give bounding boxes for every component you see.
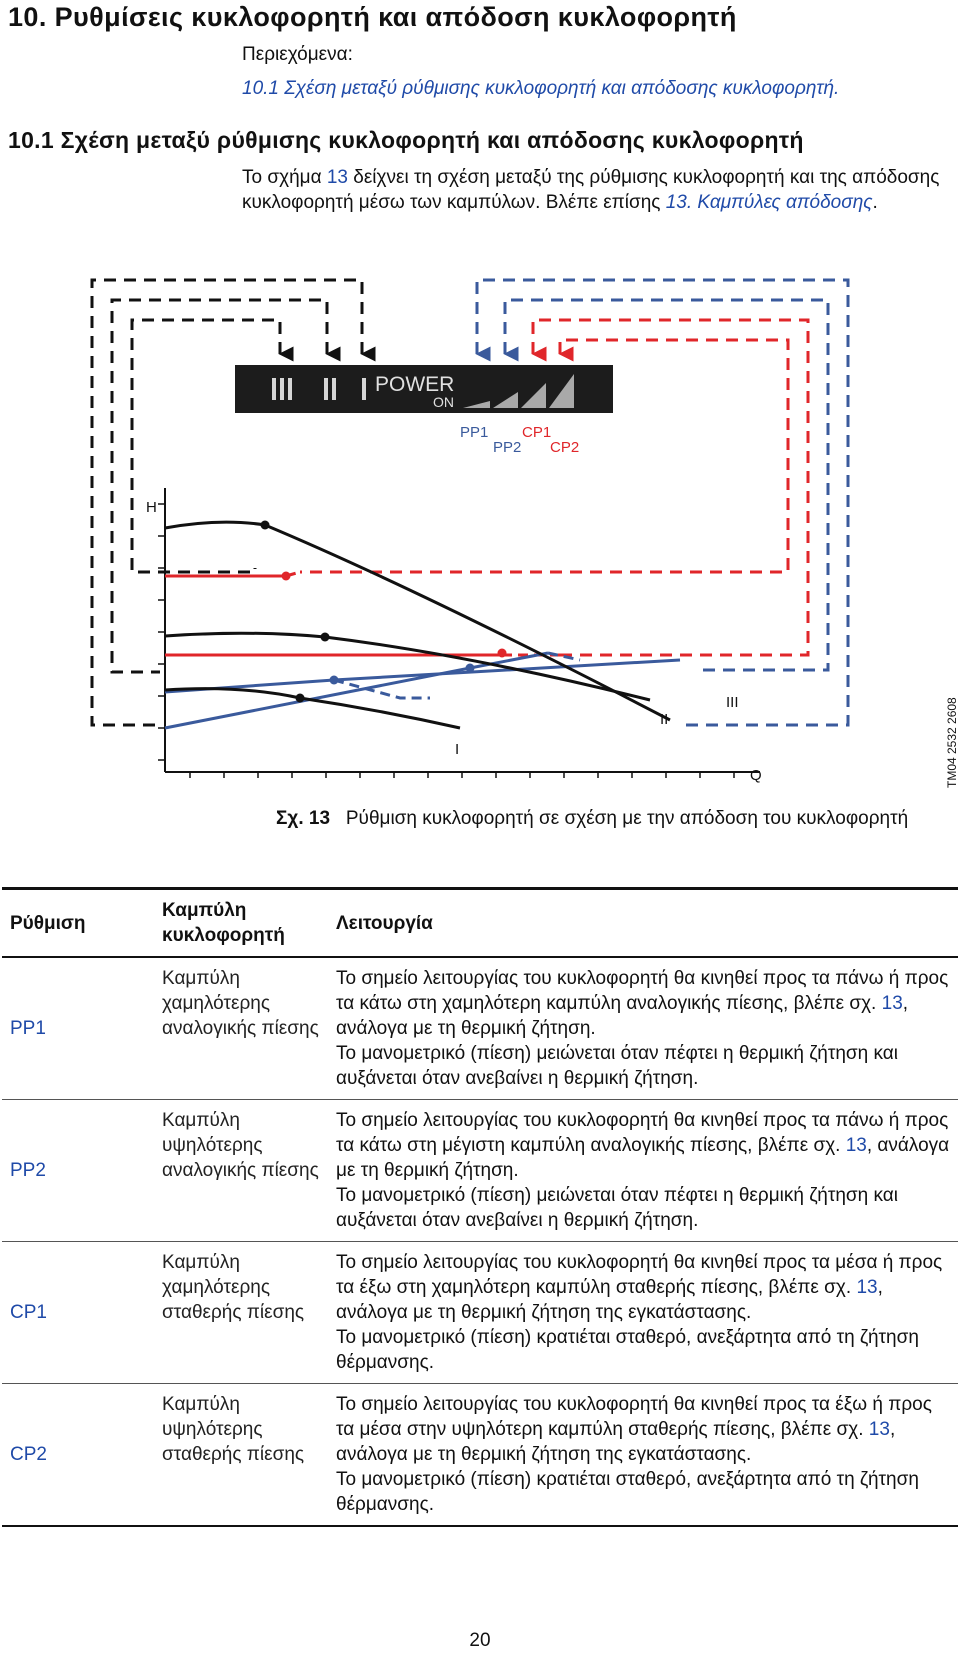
caption-number: Σχ. 13 (276, 808, 331, 829)
function-text: , ανάλογα με τη θερμική ζήτηση. (336, 993, 909, 1039)
settings-table (2, 887, 958, 1527)
curve-label-i: I (455, 741, 460, 758)
function-text: Το σημείο λειτουργίας του κυκλοφορητή θα κινηθεί προς τα πάνω ή προς τα κάτω στη χαμηλότερη καμπύλη αναλογικής πίεσης, βλέπε σχ. (336, 968, 949, 1014)
curve-label-ii: II (660, 711, 669, 728)
header-curve: Καμπύλη κυκλοφορητή (154, 889, 328, 958)
function-text: Το μανομετρικό (πίεση) κρατιέται σταθερό, ανεξάρτητα από τη ζήτηση θέρμανσης. (336, 1469, 919, 1515)
table-row (2, 1100, 958, 1242)
figure-reference-link[interactable]: 13 (868, 1419, 890, 1440)
function-text: , ανάλογα με τη θερμική ζήτηση της εγκατάστασης. (336, 1419, 896, 1465)
page-title: 10. Ρυθμίσεις κυκλοφορητή και απόδοση κυκλοφορητή (8, 2, 737, 32)
figure-reference-link[interactable]: 13 (856, 1277, 878, 1298)
function-text: , ανάλογα με τη θερμική ζήτηση της εγκατάστασης. (336, 1277, 883, 1323)
pump-setting-figure (0, 270, 960, 790)
figure-reference-link[interactable]: 13 (326, 167, 348, 188)
function-text: Το μανομετρικό (πίεση) κρατιέται σταθερό, ανεξάρτητα από τη ζήτηση θέρμανσης. (336, 1327, 919, 1373)
table-row (2, 957, 958, 1100)
row-function (328, 1242, 958, 1384)
label-pp2: PP2 (493, 439, 522, 456)
axis-label-q: Q (750, 767, 762, 784)
row-setting: CP2 (2, 1384, 154, 1527)
function-text: Το μανομετρικό (πίεση) μειώνεται όταν πέφτει η θερμική ζήτηση και αυξάνεται όταν ανεβαίνει η θερμική ζήτηση. (336, 1185, 898, 1231)
table-row (2, 1242, 958, 1384)
figure-caption (276, 806, 916, 831)
row-curve: Καμπύλη υψηλότερης σταθερής πίεσης (154, 1384, 328, 1527)
row-setting: CP1 (2, 1242, 154, 1384)
row-curve: Καμπύλη υψηλότερης αναλογικής πίεσης (154, 1100, 328, 1242)
header-setting: Ρύθμιση (2, 889, 154, 958)
intro-text-end: . (872, 192, 878, 213)
speed-leader-lines (92, 280, 362, 725)
row-curve: Καμπύλη χαμηλότερης σταθερής πίεσης (154, 1242, 328, 1384)
axis-label-h: H (146, 499, 157, 516)
curve-label-iii: III (726, 694, 739, 711)
label-cp1: CP1 (522, 424, 552, 441)
performance-curves-link[interactable]: 13. Καμπύλες απόδοσης (665, 192, 873, 213)
speed-arrowheads (280, 344, 362, 354)
function-text: Το μανομετρικό (πίεση) μειώνεται όταν πέφτει η θερμική ζήτηση και αυξάνεται όταν ανεβαίνει η θερμική ζήτηση. (336, 1043, 898, 1089)
label-cp2: CP2 (550, 439, 580, 456)
intro-paragraph (242, 165, 942, 215)
row-function (328, 1100, 958, 1242)
panel-power-label: POWER (375, 373, 455, 396)
page-number: 20 (469, 1630, 491, 1651)
operating-points (261, 521, 507, 703)
caption-text: Ρύθμιση κυκλοφορητή σε σχέση με την απόδοση του κυκλοφορητή (345, 808, 909, 829)
intro-text-1: Το σχήμα (242, 167, 327, 188)
mode-arrowheads (477, 344, 560, 354)
function-text: , ανάλογα με τη θερμική ζήτηση. (336, 1135, 950, 1181)
row-curve: Καμπύλη χαμηλότερης αναλογικής πίεσης (154, 957, 328, 1100)
intro-text-2: δείχνει τη σχέση μεταξύ της ρύθμισης κυκλοφορητή και της απόδοσης κυκλοφορητή μέσω των καμπύλων. Βλέπε επίσης (242, 167, 940, 213)
toc-label: Περιεχόμενα: (242, 44, 353, 65)
function-text: Το σημείο λειτουργίας του κυκλοφορητή θα κινηθεί προς τα πάνω ή προς τα κάτω στη μέγιστη καμπύλη αναλογικής πίεσης, βλέπε σχ. (336, 1110, 949, 1156)
row-function (328, 957, 958, 1100)
figure-code: TM04 2532 2608 (945, 697, 959, 788)
panel-on-label: ON (433, 394, 454, 410)
function-text: Το σημείο λειτουργίας του κυκλοφορητή θα κινηθεί προς τα μέσα ή προς τα έξω στη χαμηλότερη καμπύλη σταθερής πίεσης, βλέπε σχ. (336, 1252, 943, 1298)
header-function: Λειτουργία (328, 889, 958, 958)
toc-link[interactable]: 10.1 Σχέση μεταξύ ρύθμισης κυκλοφορητή και απόδοσης κυκλοφορητή. (242, 78, 840, 99)
axis-ticks (158, 504, 734, 778)
row-setting: PP1 (2, 957, 154, 1100)
section-heading: 10.1 Σχέση μεταξύ ρύθμισης κυκλοφορητή και απόδοσης κυκλοφορητή (8, 127, 804, 153)
label-pp1: PP1 (460, 424, 489, 441)
axes (165, 488, 760, 772)
function-text: Το σημείο λειτουργίας του κυκλοφορητή θα κινηθεί προς τα έξω ή προς τα μέσα στην υψηλότερη καμπύλη σταθερής πίεσης, βλέπε σχ. (336, 1394, 932, 1440)
row-setting: PP2 (2, 1100, 154, 1242)
table-row (2, 1384, 958, 1527)
row-function (328, 1384, 958, 1527)
figure-reference-link[interactable]: 13 (881, 993, 903, 1014)
figure-reference-link[interactable]: 13 (845, 1135, 867, 1156)
